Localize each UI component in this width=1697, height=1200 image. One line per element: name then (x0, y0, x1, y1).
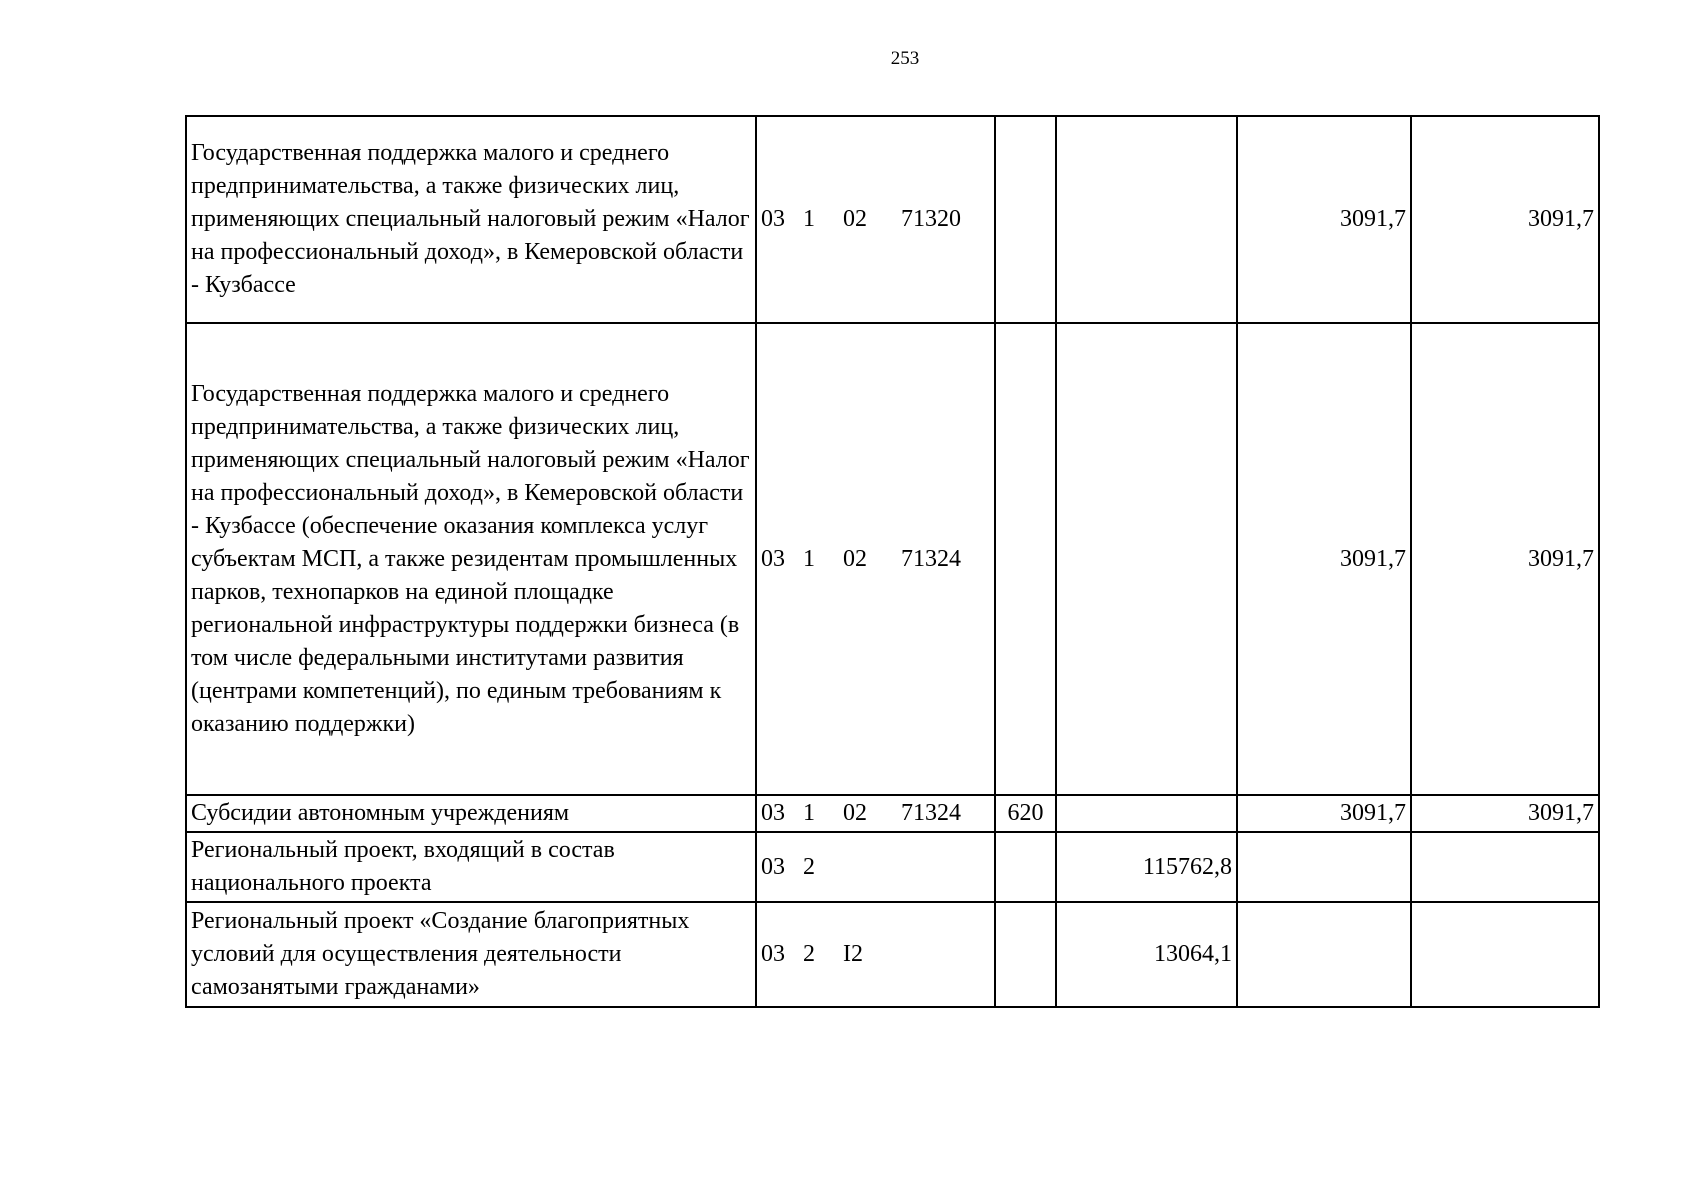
row-code (756, 795, 995, 832)
code-program: 03 (761, 545, 785, 572)
row-amount-2: 3091,7 (1237, 323, 1411, 795)
row-expense-type (995, 902, 1056, 1007)
row-amount-1: 115762,8 (1056, 832, 1237, 902)
table-row (186, 902, 1599, 1007)
row-expense-type: 620 (995, 795, 1056, 832)
code-program: 03 (761, 941, 785, 967)
row-expense-type (995, 832, 1056, 902)
row-amount-3: 3091,7 (1411, 116, 1599, 323)
code-subprogram: 2 (803, 941, 815, 967)
row-description: Региональный проект «Создание благоприятных условий для осуществления деятельности самозанятыми гражданами» (186, 902, 756, 1007)
row-expense-type (995, 323, 1056, 795)
row-description: Государственная поддержка малого и среднего предпринимательства, а также физических лиц, применяющих специальный налоговый режим «Налог на профессиональный доход», в Кемеровской области - Кузбассе (обеспечение оказания комплекса услуг субъектам МСП, а также резидентам промышленных парков, технопарков на единой площадке региональной инфраструктуры поддержки бизнеса (в том числе федеральными институтами развития (центрами компетенций), по единым требованиям к оказанию поддержки) (186, 323, 756, 795)
table-row (186, 323, 1599, 795)
row-expense-type (995, 116, 1056, 323)
code-event: 02 (843, 206, 867, 232)
row-amount-3 (1411, 902, 1599, 1007)
code-event: I2 (843, 941, 863, 967)
row-code (756, 832, 995, 902)
page-number: 253 (890, 48, 920, 69)
row-amount-3: 3091,7 (1411, 323, 1599, 795)
row-amount-2 (1237, 832, 1411, 902)
row-amount-1 (1056, 323, 1237, 795)
code-subprogram: 1 (803, 545, 815, 572)
row-description: Государственная поддержка малого и среднего предпринимательства, а также физических лиц, применяющих специальный налоговый режим «Налог на профессиональный доход», в Кемеровской области - Кузбассе (186, 116, 756, 323)
code-event: 02 (843, 545, 867, 572)
row-code (756, 116, 995, 323)
row-code (756, 323, 995, 795)
code-direction: 71320 (901, 206, 961, 232)
code-direction: 71324 (901, 800, 961, 826)
row-code (756, 902, 995, 1007)
row-amount-1: 13064,1 (1056, 902, 1237, 1007)
table-row (186, 832, 1599, 902)
row-amount-3: 3091,7 (1411, 795, 1599, 832)
code-program: 03 (761, 853, 785, 880)
row-amount-2 (1237, 902, 1411, 1007)
table-row (186, 116, 1599, 323)
budget-table (185, 115, 1600, 1008)
row-amount-1 (1056, 795, 1237, 832)
row-amount-2: 3091,7 (1237, 795, 1411, 832)
code-program: 03 (761, 800, 785, 826)
row-amount-1 (1056, 116, 1237, 323)
row-description: Субсидии автономным учреждениям (186, 795, 756, 832)
row-description: Региональный проект, входящий в состав национального проекта (186, 832, 756, 902)
code-program: 03 (761, 206, 785, 232)
code-subprogram: 2 (803, 853, 815, 880)
row-amount-2: 3091,7 (1237, 116, 1411, 323)
row-amount-3 (1411, 832, 1599, 902)
code-direction: 71324 (901, 545, 961, 572)
code-event: 02 (843, 800, 867, 826)
code-subprogram: 1 (803, 206, 815, 232)
table-row (186, 795, 1599, 832)
code-subprogram: 1 (803, 800, 815, 826)
